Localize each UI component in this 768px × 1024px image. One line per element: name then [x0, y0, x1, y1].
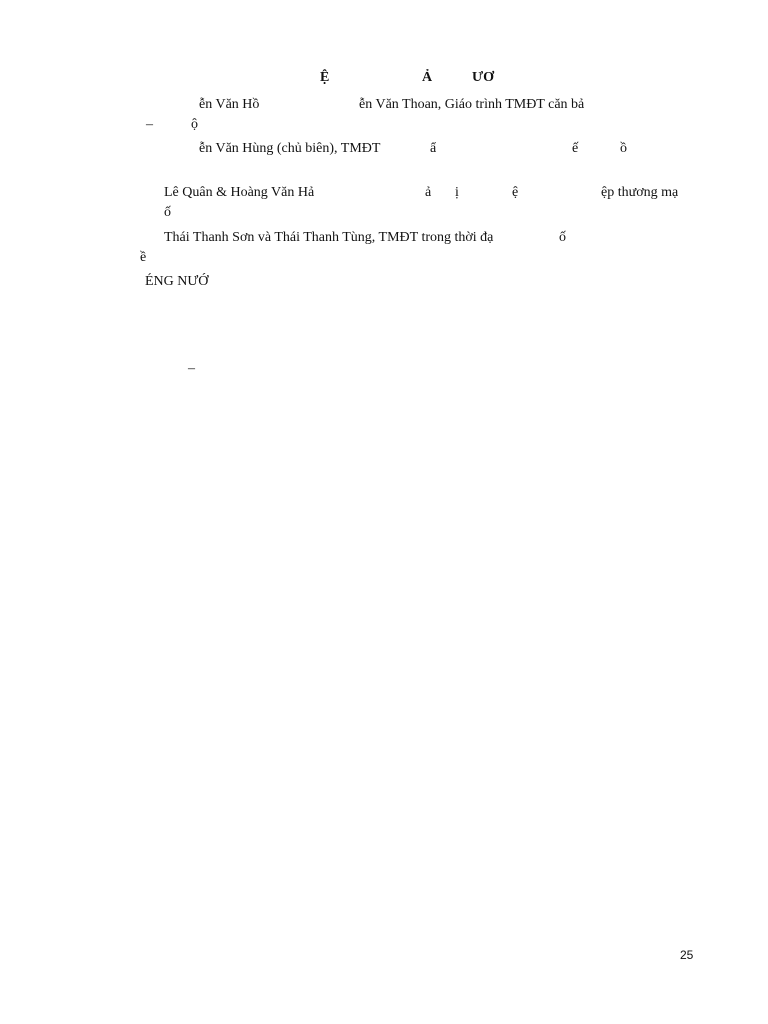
reference-4-title: Thái Thanh Sơn và Thái Thanh Tùng, TMĐT trong thời đạ: [164, 230, 494, 245]
heading-fragment-2: Ả: [422, 70, 433, 85]
reference-1-title: ễn Văn Thoan, Giáo trình TMĐT căn bả: [359, 97, 585, 112]
reference-2-fragment-1: ẩ: [430, 141, 437, 156]
reference-2-author: ễn Văn Hùng (chủ biên), TMĐT: [199, 141, 381, 156]
reference-1-dash: –: [146, 117, 153, 132]
page-number: 25: [680, 948, 694, 962]
reference-3-fragment-2: ị: [455, 185, 459, 200]
reference-2-fragment-2: ế: [572, 141, 579, 156]
section-heading: ÉNG NƯỚ: [145, 274, 209, 289]
reference-3-fragment-4: ệp thương mạ: [601, 185, 679, 200]
heading-fragment-1: Ệ: [320, 70, 330, 85]
dash-fragment: –: [188, 361, 195, 376]
reference-1-author: ễn Văn Hồ: [199, 97, 260, 112]
reference-1-fragment: ộ: [191, 117, 198, 132]
reference-3-fragment-3: ệ: [512, 185, 519, 200]
reference-3-fragment-5: ố: [164, 205, 171, 220]
reference-3-author: Lê Quân & Hoàng Văn Hả: [164, 185, 315, 200]
reference-2-fragment-3: ồ: [620, 141, 627, 156]
reference-3-fragment-1: ả: [425, 185, 432, 200]
reference-4-fragment-2: ề: [140, 250, 147, 265]
heading-fragment-3: ƯƠ: [472, 70, 495, 85]
reference-4-fragment-1: ố: [559, 230, 566, 245]
